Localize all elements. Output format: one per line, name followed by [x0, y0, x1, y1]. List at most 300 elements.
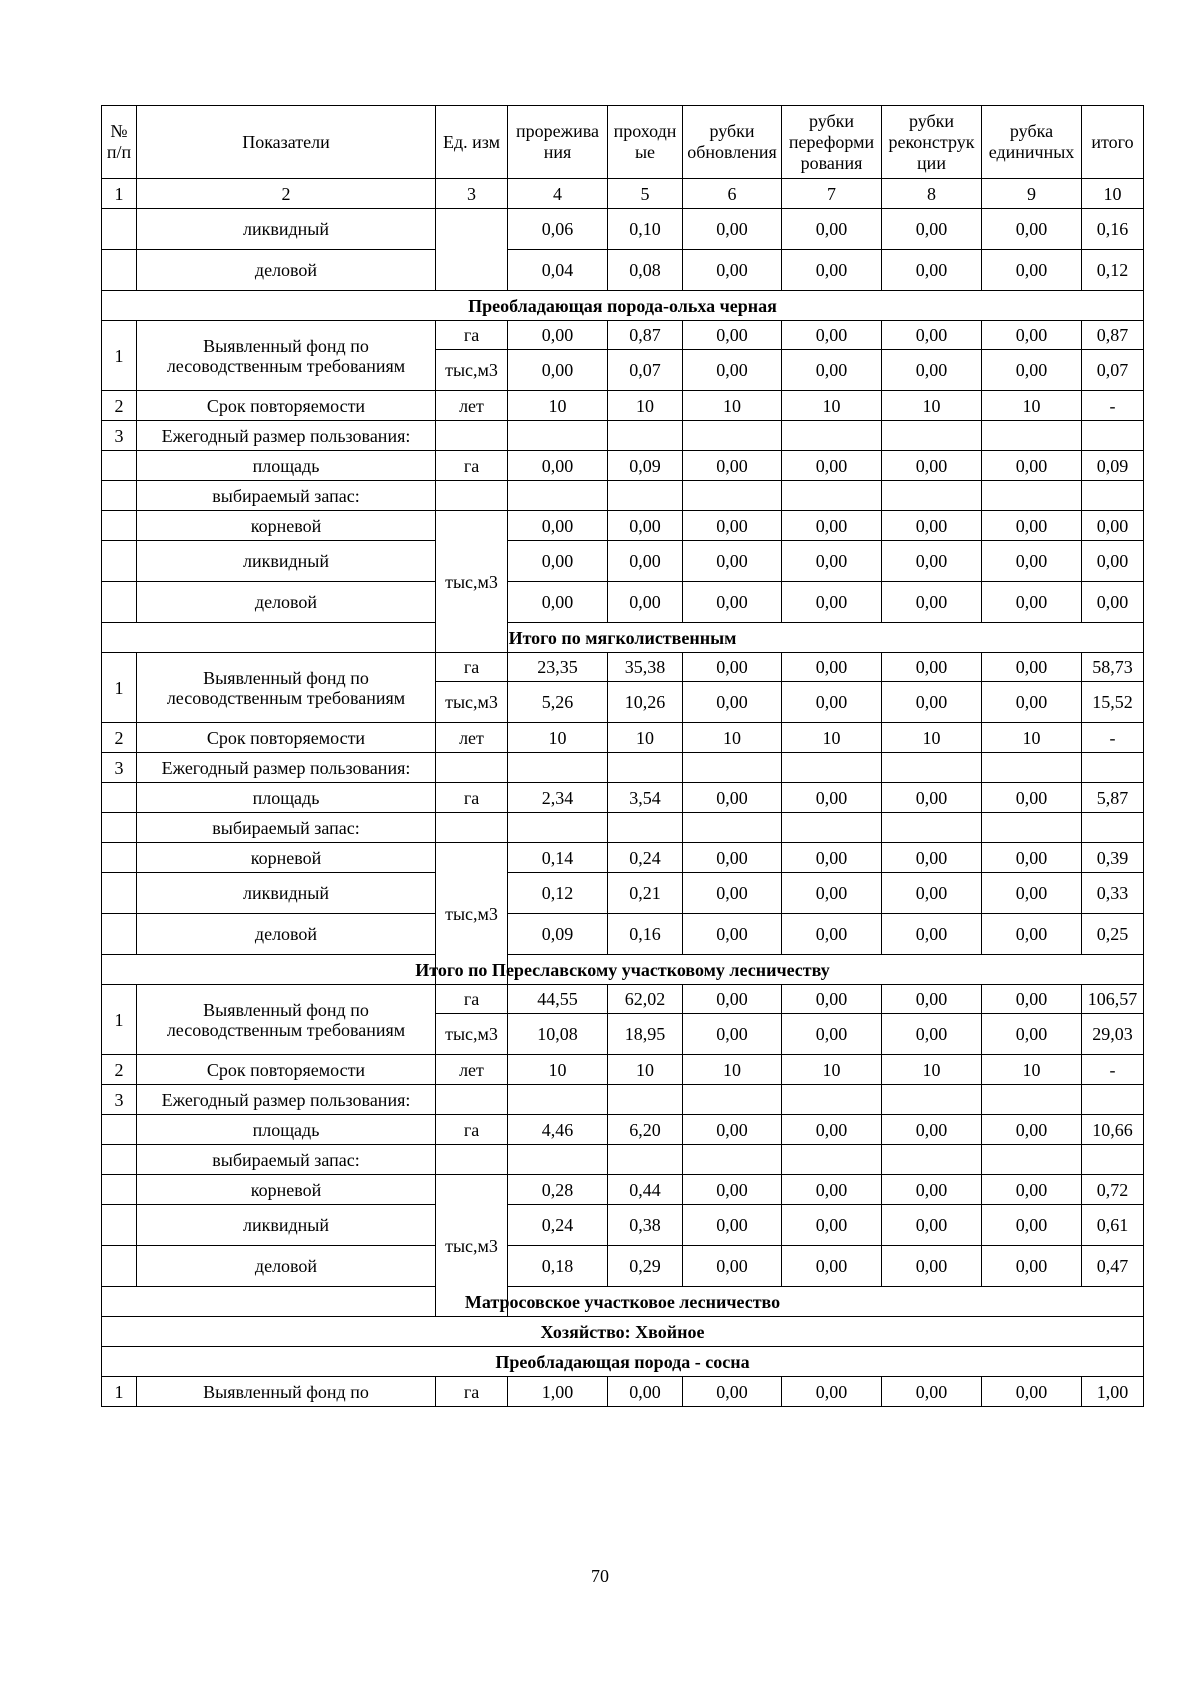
- num-cell: 3: [102, 421, 137, 451]
- unit-cell: тыс,м3: [436, 511, 508, 653]
- value-cell: 10: [782, 391, 882, 421]
- value-cell: 0,00: [982, 783, 1082, 813]
- table-row: [102, 843, 1144, 873]
- value-cell: 0,00: [882, 1115, 982, 1145]
- num-cell: [102, 541, 137, 582]
- unit-cell: га: [436, 321, 508, 350]
- unit-cell: лет: [436, 391, 508, 421]
- value-cell: 0,00: [882, 985, 982, 1014]
- value-cell: 5,87: [1082, 783, 1144, 813]
- unit-cell: лет: [436, 723, 508, 753]
- num-cell: [102, 914, 137, 955]
- value-cell: 0,00: [882, 541, 982, 582]
- value-cell: 0,00: [982, 209, 1082, 250]
- value-cell: 0,00: [1082, 582, 1144, 623]
- value-cell: 0,00: [982, 1115, 1082, 1145]
- value-cell: 0,00: [1082, 511, 1144, 541]
- value-cell: 0,06: [508, 209, 608, 250]
- column-number: 6: [683, 179, 782, 209]
- table-row: [102, 451, 1144, 481]
- num-cell: 1: [102, 653, 137, 723]
- value-cell: 0,44: [608, 1175, 683, 1205]
- value-cell: 0,00: [982, 914, 1082, 955]
- num-cell: [102, 582, 137, 623]
- section-title: Итого по мягколиственным: [102, 623, 1144, 653]
- empty-cell: [1082, 481, 1144, 511]
- table-row: [102, 914, 1144, 955]
- table-row: [102, 1085, 1144, 1115]
- section-title: Преобладающая порода-ольха черная: [102, 291, 1144, 321]
- value-cell: 0,00: [782, 451, 882, 481]
- num-cell: 2: [102, 1055, 137, 1085]
- value-cell: 0,00: [782, 1175, 882, 1205]
- value-cell: 0,00: [882, 1205, 982, 1246]
- section-title: Матросовское участковое лесничество: [102, 1287, 1144, 1317]
- value-cell: 1,00: [1082, 1377, 1144, 1407]
- value-cell: 10: [683, 391, 782, 421]
- value-cell: 0,00: [982, 873, 1082, 914]
- value-cell: 0,12: [508, 873, 608, 914]
- indicator-cell: деловой: [137, 914, 436, 955]
- value-cell: 0,00: [782, 250, 882, 291]
- empty-cell: [782, 481, 882, 511]
- value-cell: 0,00: [683, 350, 782, 391]
- value-cell: 10: [683, 723, 782, 753]
- indicator-cell: корневой: [137, 843, 436, 873]
- value-cell: 10: [782, 723, 882, 753]
- indicator-cell: ликвидный: [137, 873, 436, 914]
- empty-cell: [1082, 1085, 1144, 1115]
- num-cell: [102, 1175, 137, 1205]
- value-cell: 0,00: [982, 1377, 1082, 1407]
- value-cell: 18,95: [608, 1014, 683, 1055]
- value-cell: 15,52: [1082, 682, 1144, 723]
- column-number: 3: [436, 179, 508, 209]
- num-cell: [102, 843, 137, 873]
- empty-cell: [782, 753, 882, 783]
- table-row: [102, 421, 1144, 451]
- column-header: рубки переформи рования: [782, 106, 882, 179]
- table-row: [102, 1175, 1144, 1205]
- value-cell: 0,00: [683, 209, 782, 250]
- table-row: [102, 1145, 1144, 1175]
- table-row: [102, 321, 1144, 350]
- value-cell: 0,00: [882, 250, 982, 291]
- column-number: 10: [1082, 179, 1144, 209]
- value-cell: 0,00: [782, 873, 882, 914]
- indicator-cell: Выявленный фонд по лесоводственным требованиям: [137, 985, 436, 1055]
- num-cell: 2: [102, 391, 137, 421]
- empty-cell: [683, 481, 782, 511]
- value-cell: 0,47: [1082, 1246, 1144, 1287]
- value-cell: 0,10: [608, 209, 683, 250]
- value-cell: 106,57: [1082, 985, 1144, 1014]
- value-cell: 2,34: [508, 783, 608, 813]
- section-title-row: [102, 955, 1144, 985]
- value-cell: 0,00: [1082, 541, 1144, 582]
- empty-cell: [508, 753, 608, 783]
- header-row: [102, 106, 1144, 179]
- value-cell: 0,00: [683, 511, 782, 541]
- table-row: [102, 1205, 1144, 1246]
- empty-cell: [982, 813, 1082, 843]
- value-cell: 10: [982, 391, 1082, 421]
- value-cell: 0,09: [508, 914, 608, 955]
- indicator-cell: Выявленный фонд по лесоводственным требованиям: [137, 653, 436, 723]
- value-cell: 0,00: [982, 682, 1082, 723]
- value-cell: 0,87: [608, 321, 683, 350]
- value-cell: 0,00: [782, 985, 882, 1014]
- empty-cell: [882, 1145, 982, 1175]
- value-cell: 23,35: [508, 653, 608, 682]
- value-cell: 10: [982, 723, 1082, 753]
- table-row: [102, 1055, 1144, 1085]
- section-title-row: [102, 1317, 1144, 1347]
- value-cell: 0,00: [683, 1205, 782, 1246]
- value-cell: 0,00: [982, 250, 1082, 291]
- indicator-cell: корневой: [137, 1175, 436, 1205]
- unit-cell: га: [436, 985, 508, 1014]
- indicator-cell: деловой: [137, 250, 436, 291]
- value-cell: 0,00: [683, 1175, 782, 1205]
- empty-cell: [683, 813, 782, 843]
- value-cell: 35,38: [608, 653, 683, 682]
- value-cell: 0,07: [608, 350, 683, 391]
- empty-cell: [782, 813, 882, 843]
- value-cell: 0,00: [782, 843, 882, 873]
- column-number: 9: [982, 179, 1082, 209]
- column-header: Ед. изм: [436, 106, 508, 179]
- num-cell: [102, 1115, 137, 1145]
- empty-cell: [608, 753, 683, 783]
- num-cell: [102, 813, 137, 843]
- empty-cell: [1082, 1145, 1144, 1175]
- value-cell: 0,00: [782, 914, 882, 955]
- num-cell: [102, 511, 137, 541]
- column-header: итого: [1082, 106, 1144, 179]
- value-cell: 3,54: [608, 783, 683, 813]
- empty-cell: [683, 1145, 782, 1175]
- section-title: Преобладающая порода - сосна: [102, 1347, 1144, 1377]
- empty-cell: [982, 421, 1082, 451]
- empty-cell: [436, 1085, 508, 1115]
- value-cell: 10: [683, 1055, 782, 1085]
- value-cell: 0,00: [882, 451, 982, 481]
- num-cell: [102, 1145, 137, 1175]
- value-cell: 0,00: [508, 511, 608, 541]
- indicator-cell: выбираемый запас:: [137, 481, 436, 511]
- empty-cell: [436, 481, 508, 511]
- value-cell: 1,00: [508, 1377, 608, 1407]
- num-cell: 2: [102, 723, 137, 753]
- value-cell: 0,29: [608, 1246, 683, 1287]
- value-cell: 0,00: [782, 783, 882, 813]
- value-cell: 10: [882, 723, 982, 753]
- section-title: Итого по Переславскому участковому лесничеству: [102, 955, 1144, 985]
- column-header: рубки обновления: [683, 106, 782, 179]
- value-cell: 0,00: [782, 511, 882, 541]
- empty-cell: [436, 753, 508, 783]
- table-row: [102, 481, 1144, 511]
- section-title: Хозяйство: Хвойное: [102, 1317, 1144, 1347]
- unit-cell: лет: [436, 1055, 508, 1085]
- column-header: прорежива ния: [508, 106, 608, 179]
- value-cell: 0,00: [683, 1115, 782, 1145]
- indicator-cell: Ежегодный размер пользования:: [137, 1085, 436, 1115]
- value-cell: 0,00: [608, 541, 683, 582]
- indicator-cell: деловой: [137, 1246, 436, 1287]
- empty-cell: [508, 1085, 608, 1115]
- num-cell: [102, 1246, 137, 1287]
- empty-cell: [508, 481, 608, 511]
- value-cell: 0,00: [882, 1014, 982, 1055]
- value-cell: -: [1082, 1055, 1144, 1085]
- value-cell: 4,46: [508, 1115, 608, 1145]
- empty-cell: [683, 1085, 782, 1115]
- unit-cell: га: [436, 1115, 508, 1145]
- table-row: [102, 209, 1144, 250]
- empty-cell: [436, 813, 508, 843]
- empty-cell: [782, 421, 882, 451]
- value-cell: 0,00: [882, 653, 982, 682]
- num-cell: 1: [102, 985, 137, 1055]
- value-cell: 0,00: [982, 1246, 1082, 1287]
- value-cell: 0,61: [1082, 1205, 1144, 1246]
- value-cell: 10: [508, 391, 608, 421]
- empty-cell: [982, 1085, 1082, 1115]
- num-cell: [102, 451, 137, 481]
- empty-cell: [683, 753, 782, 783]
- column-header: рубки реконструк ции: [882, 106, 982, 179]
- column-number-row: [102, 179, 1144, 209]
- table-row: [102, 511, 1144, 541]
- empty-cell: [608, 421, 683, 451]
- indicator-cell: корневой: [137, 511, 436, 541]
- value-cell: 0,04: [508, 250, 608, 291]
- value-cell: 0,00: [683, 873, 782, 914]
- empty-cell: [508, 1145, 608, 1175]
- value-cell: 0,00: [508, 541, 608, 582]
- empty-cell: [608, 1085, 683, 1115]
- table-row: [102, 582, 1144, 623]
- empty-cell: [508, 813, 608, 843]
- indicator-cell: Выявленный фонд по: [137, 1377, 436, 1407]
- value-cell: 10: [508, 723, 608, 753]
- value-cell: -: [1082, 391, 1144, 421]
- empty-cell: [882, 813, 982, 843]
- num-cell: 3: [102, 753, 137, 783]
- empty-cell: [608, 813, 683, 843]
- value-cell: 6,20: [608, 1115, 683, 1145]
- value-cell: 0,00: [882, 582, 982, 623]
- table-row: [102, 723, 1144, 753]
- section-title-row: [102, 623, 1144, 653]
- indicator-cell: площадь: [137, 1115, 436, 1145]
- indicator-cell: ликвидный: [137, 209, 436, 250]
- unit-cell: га: [436, 451, 508, 481]
- value-cell: 0,00: [882, 321, 982, 350]
- value-cell: 10: [508, 1055, 608, 1085]
- indicator-cell: Срок повторяемости: [137, 1055, 436, 1085]
- empty-cell: [882, 1085, 982, 1115]
- value-cell: 0,00: [882, 682, 982, 723]
- value-cell: 0,00: [508, 350, 608, 391]
- value-cell: 0,38: [608, 1205, 683, 1246]
- value-cell: 0,00: [683, 582, 782, 623]
- value-cell: 10: [608, 391, 683, 421]
- indicator-cell: Ежегодный размер пользования:: [137, 421, 436, 451]
- table-row: [102, 783, 1144, 813]
- value-cell: 0,12: [1082, 250, 1144, 291]
- table-row: [102, 1246, 1144, 1287]
- value-cell: 0,00: [982, 1014, 1082, 1055]
- value-cell: 0,00: [508, 451, 608, 481]
- value-cell: 0,00: [982, 1205, 1082, 1246]
- empty-cell: [608, 481, 683, 511]
- value-cell: 0,00: [782, 209, 882, 250]
- value-cell: 10: [608, 1055, 683, 1085]
- value-cell: 0,00: [882, 209, 982, 250]
- value-cell: 0,87: [1082, 321, 1144, 350]
- value-cell: 0,24: [508, 1205, 608, 1246]
- indicator-cell: Срок повторяемости: [137, 723, 436, 753]
- value-cell: 0,00: [508, 582, 608, 623]
- value-cell: 0,00: [683, 914, 782, 955]
- empty-cell: [882, 421, 982, 451]
- empty-cell: [982, 481, 1082, 511]
- value-cell: 44,55: [508, 985, 608, 1014]
- value-cell: 0,00: [982, 843, 1082, 873]
- value-cell: 10,66: [1082, 1115, 1144, 1145]
- value-cell: 29,03: [1082, 1014, 1144, 1055]
- value-cell: 0,09: [1082, 451, 1144, 481]
- value-cell: 10: [882, 1055, 982, 1085]
- empty-cell: [508, 421, 608, 451]
- value-cell: 0,00: [882, 350, 982, 391]
- num-cell: [102, 1205, 137, 1246]
- empty-cell: [1082, 421, 1144, 451]
- table-row: [102, 391, 1144, 421]
- value-cell: 10: [882, 391, 982, 421]
- indicator-cell: Ежегодный размер пользования:: [137, 753, 436, 783]
- column-number: 1: [102, 179, 137, 209]
- value-cell: 0,00: [982, 321, 1082, 350]
- column-header: № п/п: [102, 106, 137, 179]
- indicator-cell: деловой: [137, 582, 436, 623]
- value-cell: 0,00: [683, 843, 782, 873]
- value-cell: 0,00: [782, 350, 882, 391]
- empty-cell: [608, 1145, 683, 1175]
- value-cell: 0,08: [608, 250, 683, 291]
- table-row: [102, 1115, 1144, 1145]
- value-cell: 0,00: [882, 1377, 982, 1407]
- value-cell: 0,00: [683, 653, 782, 682]
- value-cell: 0,00: [683, 321, 782, 350]
- value-cell: 0,72: [1082, 1175, 1144, 1205]
- unit-cell: тыс,м3: [436, 1175, 508, 1317]
- unit-cell: тыс,м3: [436, 843, 508, 985]
- column-number: 2: [137, 179, 436, 209]
- column-number: 7: [782, 179, 882, 209]
- empty-cell: [436, 1145, 508, 1175]
- indicator-cell: ликвидный: [137, 541, 436, 582]
- page-number: 70: [591, 1566, 609, 1586]
- value-cell: 0,00: [782, 653, 882, 682]
- value-cell: 0,00: [782, 1377, 882, 1407]
- table-row: [102, 985, 1144, 1014]
- num-cell: [102, 783, 137, 813]
- value-cell: 0,00: [608, 1377, 683, 1407]
- value-cell: 0,00: [782, 1246, 882, 1287]
- value-cell: 10: [608, 723, 683, 753]
- value-cell: 0,00: [882, 1246, 982, 1287]
- column-number: 8: [882, 179, 982, 209]
- value-cell: 10,08: [508, 1014, 608, 1055]
- value-cell: 0,18: [508, 1246, 608, 1287]
- unit-cell: га: [436, 783, 508, 813]
- indicator-cell: ликвидный: [137, 1205, 436, 1246]
- value-cell: 10: [982, 1055, 1082, 1085]
- indicator-cell: площадь: [137, 783, 436, 813]
- value-cell: 0,00: [683, 1377, 782, 1407]
- num-cell: [102, 209, 137, 250]
- value-cell: 0,00: [683, 985, 782, 1014]
- num-cell: 1: [102, 1377, 137, 1407]
- value-cell: 0,00: [982, 350, 1082, 391]
- value-cell: 0,00: [782, 682, 882, 723]
- column-number: 4: [508, 179, 608, 209]
- unit-cell: [436, 209, 508, 291]
- empty-cell: [982, 1145, 1082, 1175]
- value-cell: 0,00: [882, 783, 982, 813]
- num-cell: [102, 873, 137, 914]
- value-cell: 0,00: [683, 1014, 782, 1055]
- value-cell: 0,07: [1082, 350, 1144, 391]
- section-title-row: [102, 291, 1144, 321]
- value-cell: 0,00: [882, 914, 982, 955]
- value-cell: 58,73: [1082, 653, 1144, 682]
- value-cell: 0,00: [782, 1115, 882, 1145]
- value-cell: -: [1082, 723, 1144, 753]
- value-cell: 0,00: [782, 1014, 882, 1055]
- empty-cell: [882, 753, 982, 783]
- value-cell: 0,24: [608, 843, 683, 873]
- empty-cell: [683, 421, 782, 451]
- value-cell: 0,39: [1082, 843, 1144, 873]
- empty-cell: [782, 1085, 882, 1115]
- indicator-cell: Срок повторяемости: [137, 391, 436, 421]
- section-title-row: [102, 1347, 1144, 1377]
- column-header: проходн ые: [608, 106, 683, 179]
- table-row: [102, 653, 1144, 682]
- value-cell: 0,00: [683, 1246, 782, 1287]
- value-cell: 0,00: [982, 511, 1082, 541]
- value-cell: 10,26: [608, 682, 683, 723]
- value-cell: 0,00: [882, 873, 982, 914]
- value-cell: 0,00: [882, 843, 982, 873]
- empty-cell: [982, 753, 1082, 783]
- value-cell: 0,25: [1082, 914, 1144, 955]
- value-cell: 0,00: [882, 1175, 982, 1205]
- value-cell: 0,00: [982, 1175, 1082, 1205]
- table-row: [102, 250, 1144, 291]
- indicator-cell: Выявленный фонд по лесоводственным требованиям: [137, 321, 436, 391]
- forestry-table: [101, 105, 1144, 1407]
- value-cell: 0,00: [782, 321, 882, 350]
- value-cell: 0,00: [882, 511, 982, 541]
- value-cell: 0,09: [608, 451, 683, 481]
- value-cell: 0,16: [1082, 209, 1144, 250]
